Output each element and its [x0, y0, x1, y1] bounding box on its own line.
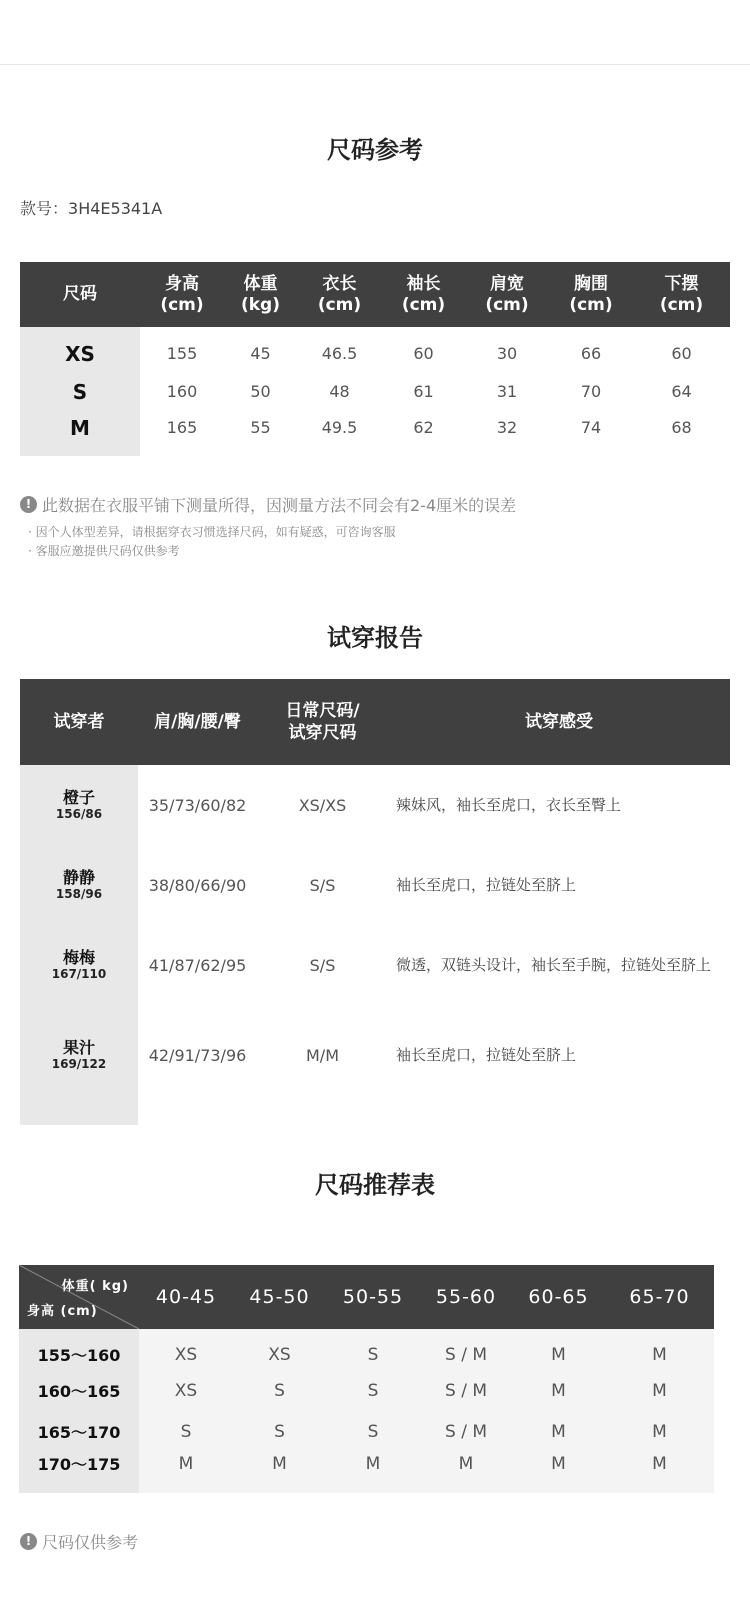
recommended-size-cell: XS [233, 1329, 326, 1370]
header-size-line2: 试穿尺码 [288, 723, 357, 743]
size-header-5 [465, 262, 549, 327]
model-label: 款号： [20, 199, 69, 218]
size-header-0 [20, 262, 140, 327]
tester-measurements: 41/87/62/95 [148, 955, 247, 975]
exclamation-circle-icon: ! [20, 496, 37, 513]
size-row [20, 327, 730, 370]
size-table [20, 262, 730, 456]
tester-name: 静静 [62, 868, 95, 887]
size-header-unit: (cm) [401, 294, 446, 315]
size-value-cell: 155 [166, 344, 198, 363]
size-header-unit: (cm) [569, 294, 613, 315]
recommended-size-cell: S / M [420, 1329, 512, 1370]
size-row [20, 413, 730, 456]
size-reference-title: 尺码参考 [327, 136, 423, 164]
size-header-label: 身高 [165, 273, 199, 294]
recommended-size-cell: M [605, 1370, 714, 1411]
header-size [257, 679, 388, 765]
tester-sizes: S/S [309, 955, 336, 975]
recommended-size-cell: S [233, 1370, 326, 1411]
size-value-cell: 50 [250, 382, 271, 401]
recommended-size-cell: M [233, 1452, 326, 1493]
size-header-6 [549, 262, 633, 327]
size-label-cell: S [20, 370, 140, 413]
recommended-size-cell: M [512, 1329, 605, 1370]
size-value-cell: 70 [580, 382, 602, 401]
size-value-cell: 61 [413, 382, 434, 401]
tester-feedback: 袖长至虎口，拉链处至脐上 [396, 1045, 577, 1064]
tester-height-weight: 167/110 [51, 967, 107, 981]
tryon-table [20, 679, 730, 1125]
tester-measurements: 35/73/60/82 [148, 795, 247, 815]
tester-measurements: 38/80/66/90 [148, 875, 247, 895]
size-header-unit: (cm) [485, 294, 529, 315]
model-value: 3H4E5341A [68, 199, 163, 218]
size-value-cell: 60 [671, 344, 692, 363]
size-header-4 [382, 262, 465, 327]
size-value-cell: 48 [329, 382, 350, 401]
tryon-row [20, 1005, 730, 1125]
weight-range-header: 60-65 [512, 1265, 605, 1329]
exclamation-circle-icon: ! [20, 1533, 37, 1550]
header-feel: 试穿感受 [388, 679, 730, 765]
tryon-row [20, 765, 730, 845]
header-measure: 肩/胸/腰/臀 [138, 679, 257, 765]
recommended-size-cell: S [326, 1329, 420, 1370]
tryon-row [20, 925, 730, 1005]
header-size-line1: 日常尺码/ [285, 701, 360, 721]
size-header-1 [140, 262, 224, 327]
recommended-size-cell: S / M [420, 1370, 512, 1411]
recommendation-row [19, 1370, 714, 1411]
height-range-cell: 155～160 [19, 1329, 139, 1370]
recommended-size-cell: M [605, 1411, 714, 1452]
recommended-size-cell: XS [139, 1329, 233, 1370]
size-header-unit: (cm) [160, 294, 204, 315]
recommended-size-cell: M [326, 1452, 420, 1493]
recommended-size-cell: XS [139, 1370, 233, 1411]
size-header-label: 衣长 [322, 273, 357, 294]
tester-name: 果汁 [62, 1038, 95, 1057]
size-value-cell: 165 [166, 418, 198, 437]
recommended-size-cell: M [605, 1452, 714, 1493]
tester-feedback: 袖长至虎口，拉链处至脐上 [396, 875, 577, 894]
size-header-unit: (cm) [317, 294, 362, 315]
recommended-size-cell: S [326, 1411, 420, 1452]
tester-cell [20, 845, 138, 925]
size-value-cell: 30 [496, 344, 518, 363]
size-value-cell: 160 [166, 382, 198, 401]
tester-cell [20, 925, 138, 1005]
height-range-cell: 165～170 [19, 1411, 139, 1452]
recommendation-table-header [19, 1265, 714, 1329]
size-value-cell: 32 [496, 418, 518, 437]
size-label-cell: XS [20, 327, 140, 370]
tester-sizes: XS/XS [298, 795, 347, 815]
size-value-cell: 49.5 [321, 418, 358, 437]
weight-range-header: 40-45 [139, 1265, 233, 1329]
header-tester: 试穿者 [20, 679, 138, 765]
corner-weight-label: 体重( kg) [61, 1279, 129, 1294]
height-range-cell: 160～165 [19, 1370, 139, 1411]
size-value-cell: 64 [671, 382, 692, 401]
tester-name: 橙子 [62, 788, 95, 807]
size-value-cell: 55 [250, 418, 271, 437]
size-value-cell: 45 [250, 344, 271, 363]
tryon-report-title: 试穿报告 [327, 624, 423, 652]
model-number [20, 196, 162, 219]
weight-range-header: 55-60 [420, 1265, 512, 1329]
size-value-cell: 60 [413, 344, 434, 363]
size-header-label: 肩宽 [490, 273, 524, 294]
recommended-size-cell: M [512, 1370, 605, 1411]
recommended-size-cell: S / M [420, 1411, 512, 1452]
corner-height-label: 身高 (cm) [27, 1304, 98, 1319]
recommended-size-cell: M [512, 1411, 605, 1452]
note-sub-2: · 客服应邀提供尺码仅供参考 [28, 544, 180, 558]
size-value-cell: 31 [496, 382, 518, 401]
recommendation-row [19, 1452, 714, 1493]
tester-height-weight: 156/86 [55, 807, 103, 821]
size-value-cell: 68 [671, 418, 692, 437]
size-table-header [20, 262, 730, 327]
size-header-label: 体重 [243, 273, 278, 294]
tester-height-weight: 158/96 [55, 887, 103, 901]
size-recommendation-title: 尺码推荐表 [315, 1171, 435, 1199]
size-header-label: 胸围 [574, 273, 608, 294]
tester-sizes: S/S [309, 875, 336, 895]
weight-range-header: 50-55 [326, 1265, 420, 1329]
size-header-7 [633, 262, 730, 327]
recommendation-note [20, 1530, 138, 1553]
measurement-note [20, 493, 516, 516]
weight-range-header: 45-50 [233, 1265, 326, 1329]
size-value-cell: 74 [580, 418, 602, 437]
tryon-row [20, 845, 730, 925]
size-header-unit: (cm) [659, 294, 704, 315]
recommended-size-cell: M [139, 1452, 233, 1493]
tester-name: 梅梅 [62, 948, 95, 967]
recommended-size-cell: S [139, 1411, 233, 1452]
size-header-3 [297, 262, 382, 327]
recommended-size-cell: S [326, 1370, 420, 1411]
tester-cell [20, 765, 138, 845]
tester-measurements: 42/91/73/96 [148, 1045, 247, 1065]
tester-feedback: 微透，双链头设计，袖长至手腕，拉链处至脐上 [396, 955, 712, 974]
size-header-label: 下摆 [664, 273, 699, 294]
recommendation-row [19, 1411, 714, 1452]
size-value-cell: 46.5 [321, 344, 358, 363]
measurement-note-text: 此数据在衣服平铺下测量所得，因测量方法不同会有2-4厘米的误差 [42, 496, 517, 515]
tryon-table-header [20, 679, 730, 765]
recommended-size-cell: M [512, 1452, 605, 1493]
size-row [20, 370, 730, 413]
recommendation-table [19, 1265, 714, 1493]
size-header-2 [224, 262, 297, 327]
size-header-label: 尺码 [63, 284, 97, 304]
tester-sizes: M/M [306, 1045, 339, 1065]
size-header-label: 袖长 [406, 273, 441, 294]
height-range-cell: 170～175 [19, 1452, 139, 1493]
recommended-size-cell: M [420, 1452, 512, 1493]
recommended-size-cell: S [233, 1411, 326, 1452]
weight-range-header: 65-70 [605, 1265, 714, 1329]
size-value-cell: 62 [413, 418, 434, 437]
size-header-unit: (kg) [240, 294, 280, 315]
recommended-size-cell: M [605, 1329, 714, 1370]
tester-cell [20, 1005, 138, 1125]
top-divider [0, 64, 750, 65]
size-value-cell: 66 [580, 344, 602, 363]
recommendation-note-text: 尺码仅供参考 [42, 1533, 139, 1552]
note-sub-1: · 因个人体型差异，请根据穿衣习惯选择尺码，如有疑惑，可咨询客服 [28, 525, 396, 539]
tester-height-weight: 169/122 [51, 1057, 107, 1071]
size-label-cell: M [20, 413, 140, 456]
corner-cell [19, 1265, 139, 1329]
tester-feedback: 辣妹风，袖长至虎口，衣长至臀上 [396, 795, 622, 814]
recommendation-row [19, 1329, 714, 1370]
